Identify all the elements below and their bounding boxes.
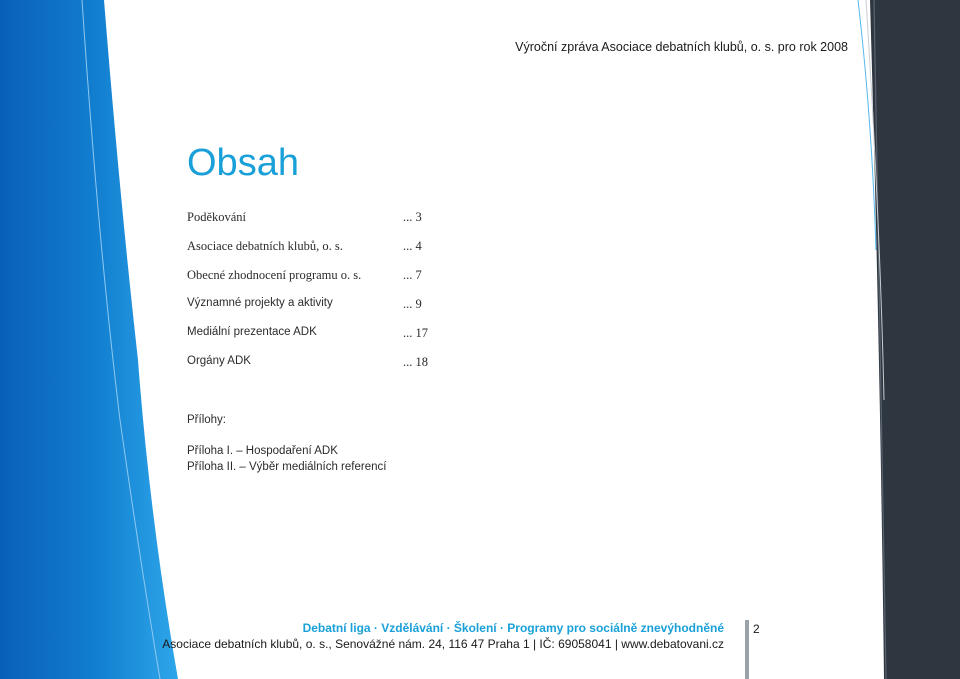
appendix-item-finances[interactable]: Příloha I. – Hospodaření ADK — [187, 445, 338, 457]
toc-item-page: ... 17 — [403, 326, 428, 340]
report-header: Výroční zpráva Asociace debatních klubů, o. s. pro rok 2008 — [515, 40, 848, 54]
footer-address: Asociace debatních klubů, o. s., Senovážné nám. 24, 116 47 Praha 1 | IČ: 69058041 | www.debatovani.cz — [162, 637, 724, 651]
right-dark-band — [870, 0, 960, 679]
page-number-divider — [745, 620, 749, 679]
toc-item-page: ... 9 — [403, 297, 422, 311]
toc-item-label: Orgány ADK — [187, 355, 251, 367]
toc-item-page: ... 3 — [403, 210, 422, 224]
toc-item-page: ... 4 — [403, 239, 422, 253]
appendices-list — [187, 443, 386, 475]
appendices-heading: Přílohy: — [187, 414, 226, 426]
toc-item-label: Asociace debatních klubů, o. s. — [187, 239, 343, 253]
footer-tagline: Debatní liga · Vzdělávání · Školení · Programy pro sociálně znevýhodněné — [302, 621, 724, 635]
toc-item-label: Obecné zhodnocení programu o. s. — [187, 268, 362, 282]
toc-item-page: ... 7 — [403, 268, 422, 282]
appendix-item-media-references[interactable]: Příloha II. – Výběr mediálních referencí — [187, 461, 387, 473]
toc-item-label: Významné projekty a aktivity — [187, 297, 333, 309]
page-title: Obsah — [187, 142, 299, 184]
toc-item-label: Mediální prezentace ADK — [187, 326, 317, 338]
page-number: 2 — [753, 622, 760, 636]
toc-item-label: Poděkování — [187, 210, 247, 224]
toc-item-page: ... 18 — [403, 355, 428, 369]
